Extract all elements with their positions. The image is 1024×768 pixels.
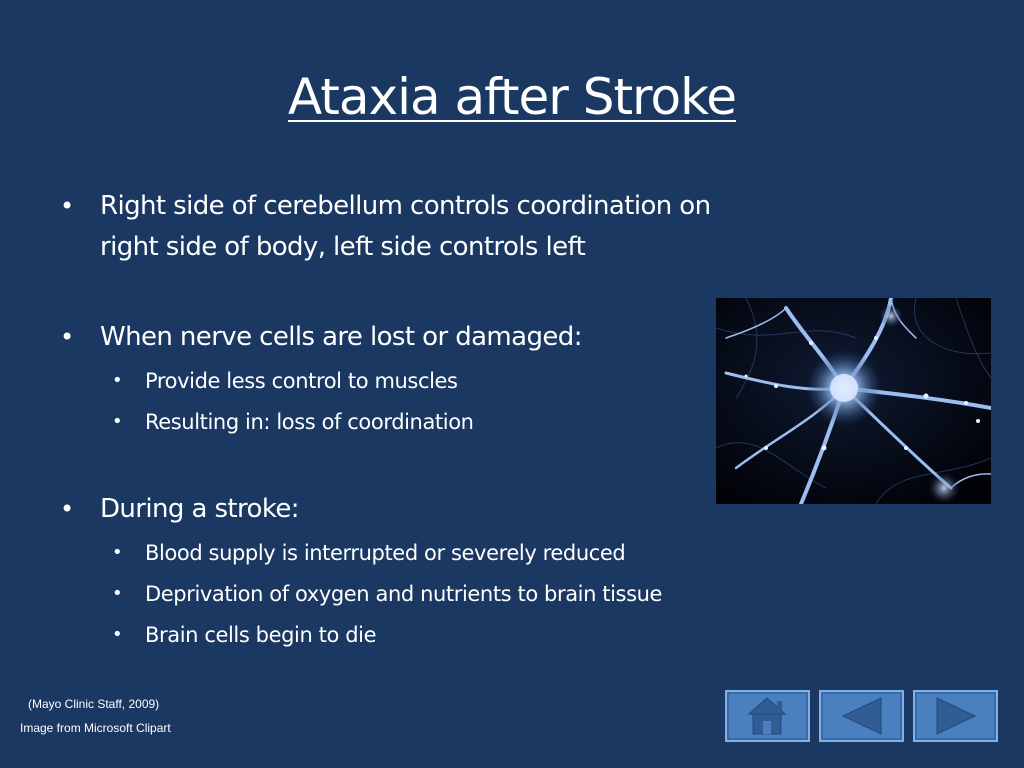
bullet-dot: • — [112, 583, 123, 604]
sub-bullet-text: Resulting in: loss of coordination — [145, 410, 474, 434]
bullet-dot: • — [60, 323, 74, 351]
sub-bullet-item — [112, 538, 626, 568]
bullet-dot: • — [112, 542, 123, 563]
bullet-dot: • — [60, 495, 74, 523]
next-button[interactable] — [913, 690, 998, 742]
neuron-image — [716, 298, 991, 504]
sub-bullet-item — [112, 366, 458, 396]
sub-bullet-text: Deprivation of oxygen and nutrients to brain tissue — [145, 582, 663, 606]
slide-title: Ataxia after Stroke — [287, 68, 737, 126]
bullet-dot: • — [60, 192, 74, 220]
citation-text: (Mayo Clinic Staff, 2009) — [28, 697, 160, 711]
sub-bullet-item — [112, 620, 377, 650]
bullet-text: During a stroke: — [100, 494, 299, 524]
sub-bullet-text: Brain cells begin to die — [145, 623, 377, 647]
bullet-text: right side of body, left side controls left — [100, 232, 586, 262]
sub-bullet-text: Blood supply is interrupted or severely reduced — [145, 541, 626, 565]
sub-bullet-item — [112, 579, 663, 609]
previous-button[interactable] — [819, 690, 904, 742]
sub-bullet-text: Provide less control to muscles — [145, 369, 458, 393]
bullet-dot: • — [112, 624, 123, 645]
bullet-item — [60, 186, 711, 226]
bullet-text-continuation — [100, 227, 585, 267]
bullet-text: When nerve cells are lost or damaged: — [100, 322, 582, 352]
home-button[interactable] — [725, 690, 810, 742]
bullet-dot: • — [112, 370, 123, 391]
bullet-dot: • — [112, 411, 123, 432]
bullet-item — [60, 489, 299, 529]
image-credit-text: Image from Microsoft Clipart — [20, 721, 171, 735]
sub-bullet-item — [112, 407, 474, 437]
bullet-item — [60, 317, 582, 357]
bullet-text: Right side of cerebellum controls coordination on — [100, 191, 711, 221]
